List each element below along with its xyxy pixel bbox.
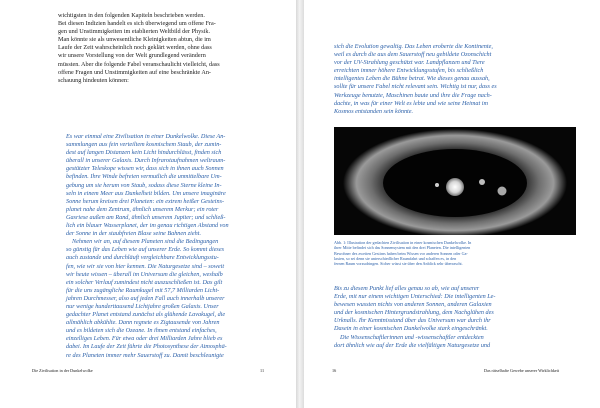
right-top-line: dachte, in was für einer Welt es lebte und wie seine Heimat im [334, 99, 488, 107]
gas-giant [498, 187, 507, 196]
right-top-line: erreichten immer höhere Entwicklungsstufen, bis schließlich [334, 67, 484, 75]
intro-line: müssten. Aber die folgende Fabel veranschaulicht vielleicht, dass [58, 60, 220, 68]
dark-cloud-planets-illustration-icon [334, 127, 576, 235]
right-page [304, 0, 600, 408]
intro-line: Man könnte sie als unwesentliche Kleinigkeiten abtun, die im [58, 36, 211, 44]
fable-line: gestützter Teleskope wissen wir, dass sich in ihnen auch Sonnen [66, 165, 224, 173]
right-bottom-paragraph [334, 285, 495, 350]
fable-line: Sonne herum kreisen drei Planeten: ein extrem heißer Gesteins- [66, 197, 225, 205]
fable-line: lich ein blauer Wasserplanet, der im genau richtigen Abstand von [66, 222, 229, 230]
fable-line: planet nahe dem Zentrum, ähnlich unserem Merkur; ein roter [66, 205, 219, 213]
fable-line: und es bildeten sich die Ozeane. In ihnen entstand einfaches, [66, 327, 217, 335]
fable-line: Gasriese außen am Rand, ähnlich unserem Jupiter; und schließ- [66, 213, 226, 221]
fable-line: überall in unserer Galaxis. Durch Infrarotaufnahmen weltraum- [66, 157, 226, 165]
fable-line: seln in einem Meer aus Dunkelheit bilden. Um unsere imaginäre [66, 189, 226, 197]
intro-paragraph [58, 12, 220, 85]
water-planet [479, 179, 485, 185]
fable-line: sammlungen aus fein verteiltem kosmischem Staub, der zumin- [66, 141, 222, 149]
right-running-footer: Das rätselhafte Gewebe unserer Wirklichkeit [484, 368, 560, 373]
fable-line: dabei. Im Laufe der Zeit führte die Photosynthese der Atmosphä- [66, 343, 227, 351]
fable-line: fen, wie wir sie von hier kennen. Die Naturgesetze sind – soweit [66, 262, 225, 270]
fable-line: re des Planeten immer mehr Sauerstoff zu. Damit beschleunigte [66, 351, 224, 359]
figure-caption [334, 240, 576, 266]
right-top-paragraph [334, 43, 497, 116]
right-page-number: 16 [332, 368, 337, 373]
left-page-number: 11 [260, 368, 265, 373]
fable-line: für die uns zugängliche Raumkugel mit 57,7 Milliarden Licht- [66, 286, 220, 294]
caption-line: fernen Raum vorzudringen. Sicher wüsst sie über den Anblick sehr überrascht. [334, 261, 463, 267]
right-bottom-line: Erde, mit nur einem wichtigen Unterschied: Die intelligenten Le- [334, 293, 496, 301]
intro-line: Laufe der Zeit wahrscheinlich noch geklärt werden, ohne dass [58, 44, 212, 52]
fable-line: nur wenige hunderttausend Lichtjahre großen Galaxis. Unser [66, 302, 219, 310]
central-sun [446, 178, 464, 196]
inner-planet [435, 183, 439, 187]
fable-line: dest auf langen Distanzen kein Licht hindurchlässt, finden sich [66, 149, 222, 157]
right-bottom-line: dort ähnlich wie auf der Erde die vielfältigen Naturgesetze und [334, 341, 491, 349]
fable-line: auch zustande und durchläuft vergleichbare Entwicklungsstu- [66, 254, 219, 262]
fable-line: so günstig für das Leben wie auf unserer Erde. So kommt dieses [66, 246, 224, 254]
fable-line: gebung um sie herum von Staub, sodass diese Sterne kleine In- [66, 181, 222, 189]
fable-line: wir heute wissen – überall im Universum die gleichen, weshalb [66, 270, 223, 278]
caption-line: ihrer Mitte befindet sich das Sonnensystem mit den drei Planeten. Die intelligenten [334, 245, 471, 251]
right-bottom-line: Dasein in einer kosmischen Dunkelwolke stark eingeschränkt. [334, 325, 488, 333]
caption-line: Bewohner des zweiten Gestirns haben beim Wissen vor anderen Sonnen oder Ga- [334, 250, 468, 256]
fable-line: einzelliges Leben. Für etwa oder drei Milliarden Jahre blieb es [66, 335, 223, 343]
intro-line: Bei diesen Indizien handelt es sich überwiegend um offene Fra- [58, 20, 216, 28]
fable-line: befinden. Ihre Winde befreien vermutlich die unmittelbare Um- [66, 173, 222, 181]
right-bottom-line: Die Wissenschaftlerinnen und -wissenschaftler entdeckten [340, 333, 484, 341]
fable-line: gedachter Planet entstand zunächst als glühende Lavakugel, die [66, 311, 226, 319]
right-bottom-line: Bis zu diesem Punkt lief alles genau so ab, wie auf unserer [334, 285, 480, 292]
intro-line: wir unsere Vorstellung von der Welt grundlegend verändern [58, 52, 206, 60]
right-top-line: sich die Evolution gewaltig. Das Leben eroberte die Kontinente, [334, 43, 493, 50]
fable-line: Es war einmal eine Zivilisation in einer Dunkelwolke. Diese An- [66, 133, 226, 140]
intro-line: wichtigsten in den folgenden Kapiteln beschrieben werden. [58, 12, 205, 19]
intro-line: schauung hindeuten können: [58, 76, 129, 84]
book-gutter [296, 0, 304, 408]
fable-line: der Sonne in der staubfreien Blase seine Bahnen zieht. [66, 230, 202, 238]
right-bottom-line: Urknalls. Ihr Kenntnisstand über das Universum war durch ihr [334, 317, 491, 325]
right-top-line: sollte für unsere Fabel nicht relevant sein. Wichtig ist nur, dass es [334, 83, 497, 91]
right-top-line: weil es durch die aus dem Sauerstoff neu gebildete Ozonschicht [334, 51, 492, 59]
right-top-line: vor der UV-Strahlung geschützt war. Landpflanzen und Tiere [334, 59, 485, 67]
left-page [0, 0, 296, 408]
right-top-line: intelligentes Leben die Bühne betrat. Wie dieses genau aussah, [334, 75, 490, 83]
fable-line: Nehmen wir an, auf diesem Planeten sind die Bedingungen [72, 238, 219, 246]
right-top-line: Werkzeuge benutzte, Maschinen baute und ihre die Frage nach- [334, 91, 492, 99]
right-bottom-line: und der kosmischen Hintergrundstrahlung, dem Nachglühen des [334, 309, 494, 317]
dark-cloud-svg [334, 127, 576, 235]
right-top-line: Kosmos entstanden sein könnte. [334, 107, 414, 115]
fable-line: jahren Durchmesser, also auf jeden Fall auch innerhalb unserer [66, 294, 225, 302]
fable-line: allmählich abkühlte. Dann regnete es Zigtausende von Jahren [66, 319, 220, 327]
intro-line: gen und Unstimmigkeiten im etablierten Weltbild der Physik. [58, 28, 210, 36]
caption-line: laxien, so sei denn sie unterschiedlicher Raumfahrt und schaffen es, in den [334, 255, 457, 261]
caption-line: Abb. 1: Illustration der gedachten Zivilisation in einer kosmischen Dunkelwolke. In [334, 240, 472, 245]
fable-line: ein solcher Verlauf zumindest nicht auszuschließen ist. Das gilt [66, 278, 223, 286]
right-bottom-line: bewesen wussten nichts von anderen Sonnen, anderen Galaxien [334, 301, 492, 309]
intro-line: offene Fragen und Unstimmigkeiten auf eine beschränkte An- [58, 68, 211, 76]
fable-paragraph [66, 133, 229, 360]
left-running-footer: Die Zivilisation in der Dunkelwolke [32, 368, 93, 373]
